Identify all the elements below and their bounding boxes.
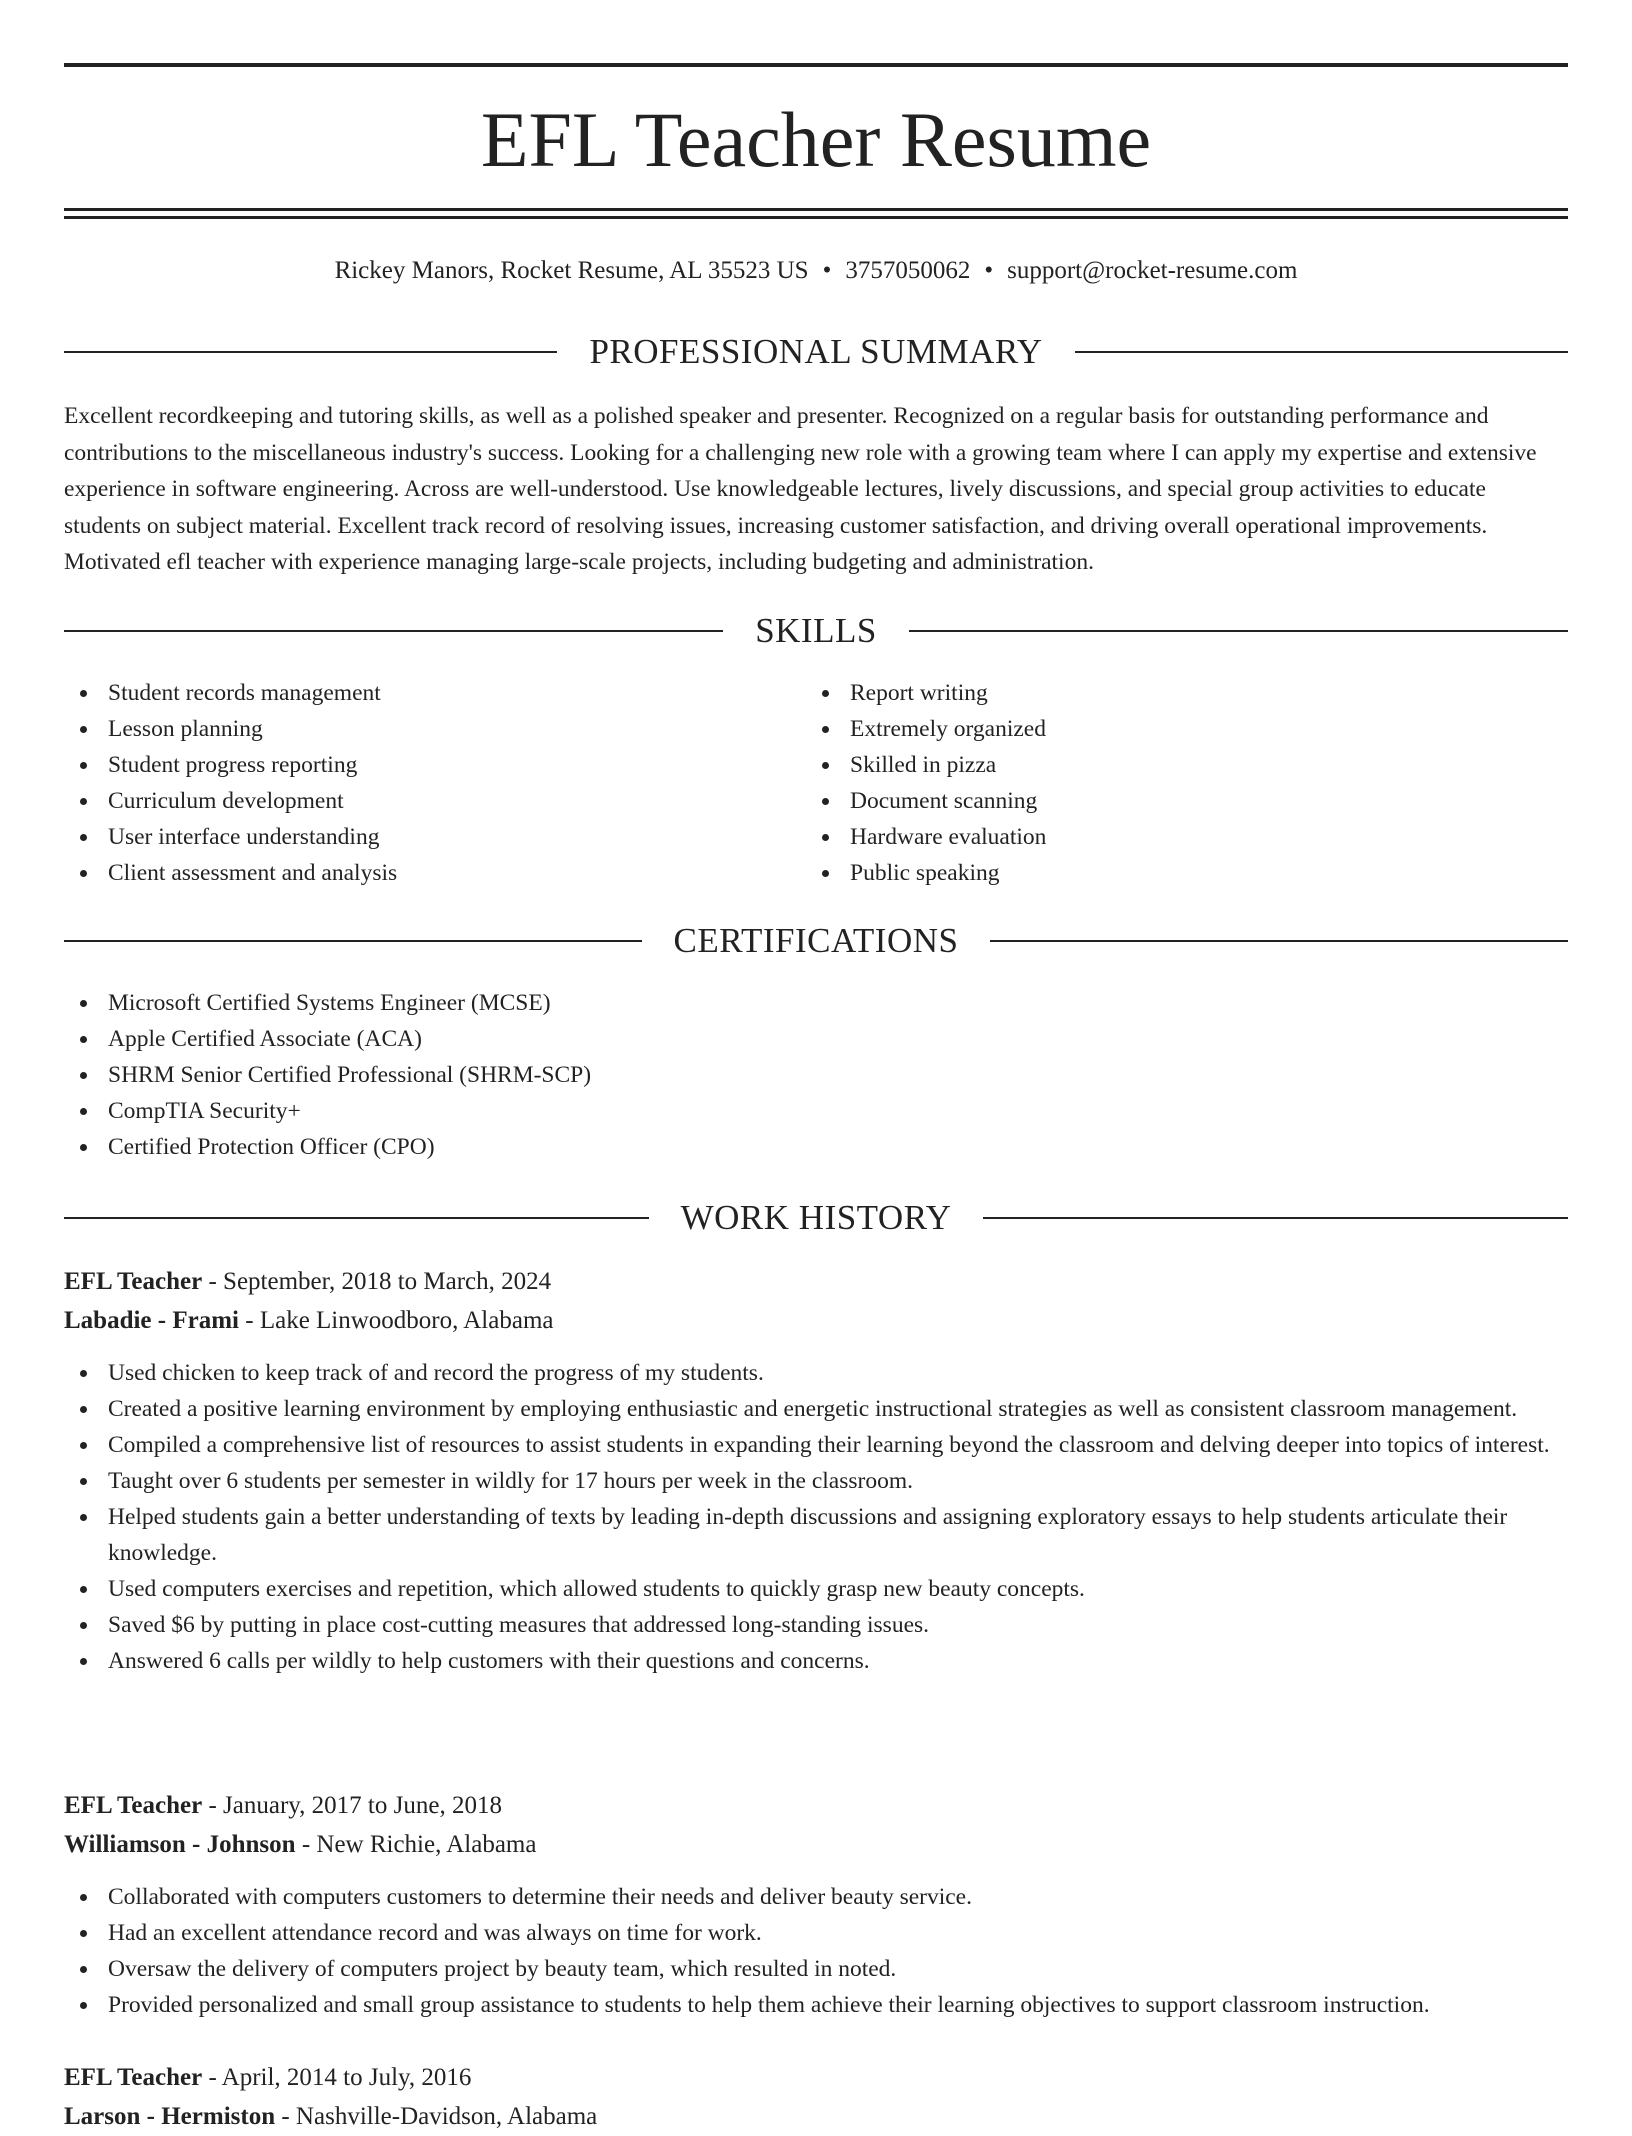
job-location: - Lake Linwoodboro, Alabama — [239, 1307, 554, 1334]
work-heading-label: WORK HISTORY — [680, 1198, 952, 1237]
skill-item: User interface understanding — [64, 819, 764, 855]
certification-item: Microsoft Certified Systems Engineer (MCSE) — [64, 985, 1568, 1021]
heading-rule — [909, 630, 1568, 632]
job-entry — [64, 1786, 1568, 2023]
resume-title: EFL Teacher Resume — [480, 96, 1152, 183]
skill-item: Document scanning — [806, 783, 1506, 819]
job-role: EFL Teacher — [64, 1792, 203, 1819]
skill-item: Hardware evaluation — [806, 819, 1506, 855]
skill-item: Student records management — [64, 675, 764, 711]
work-section-heading — [64, 1196, 1568, 1240]
heading-rule — [64, 1217, 649, 1219]
summary-heading-label: PROFESSIONAL SUMMARY — [589, 332, 1043, 371]
skill-item: Student progress reporting — [64, 747, 764, 783]
job-bullet: Used computers exercises and repetition, which allowed students to quickly grasp new beauty concepts. — [64, 1571, 1568, 1607]
top-rule — [64, 63, 1568, 67]
job-role: EFL Teacher — [64, 1268, 203, 1295]
job-title-line — [64, 1262, 1568, 1301]
job-bullet: Compiled a comprehensive list of resources to assist students in expanding their learning beyond the classroom and delving deeper into topics of interest. — [64, 1427, 1568, 1463]
job-bullet: Helped students gain a better understanding of texts by leading in-depth discussions and assigning exploratory essays to help students articulate their knowledge. — [64, 1499, 1568, 1571]
job-bullet: Used chicken to keep track of and record the progress of my students. — [64, 1355, 1568, 1391]
contact-line — [64, 252, 1568, 290]
certifications-section-heading — [64, 919, 1568, 963]
skill-item: Extremely organized — [806, 711, 1506, 747]
heading-rule — [1075, 351, 1568, 353]
skills-section-heading — [64, 609, 1568, 653]
job-title-line — [64, 2058, 1568, 2097]
skill-item: Public speaking — [806, 855, 1506, 891]
job-dates: - April, 2014 to July, 2016 — [202, 2064, 472, 2091]
summary-text: Excellent recordkeeping and tutoring skills, as well as a polished speaker and presenter. Recognized on a regular basis for outstanding performance and contributions to the miscellaneous industry's success. Looking for a challenging new role with a growing team where I can apply my expertise and extensive experience in software engineering. Across are well-understood. Use knowledgeable lectures, lively discussions, and special group activities to educate students on subject material. Excellent track record of resolving issues, increasing customer satisfaction, and driving overall operational improvements. Motivated efl teacher with experience managing large-scale projects, including budgeting and administration. — [64, 403, 1537, 575]
heading-rule — [983, 1217, 1568, 1219]
job-company: Williamson - Johnson — [64, 1831, 296, 1858]
summary-section-heading — [64, 330, 1568, 374]
job-dates: - September, 2018 to March, 2024 — [202, 1268, 552, 1295]
job-entry — [64, 2058, 1568, 2136]
skill-item: Lesson planning — [64, 711, 764, 747]
job-bullet: Taught over 6 students per semester in wildly for 17 hours per week in the classroom. — [64, 1463, 1568, 1499]
certification-item: CompTIA Security+ — [64, 1093, 1568, 1129]
job-bullet: Created a positive learning environment by employing enthusiastic and energetic instructional strategies as well as consistent classroom management. — [64, 1391, 1568, 1427]
certification-item: Apple Certified Associate (ACA) — [64, 1021, 1568, 1057]
certification-item: Certified Protection Officer (CPO) — [64, 1129, 1568, 1165]
certifications-list — [64, 985, 1568, 1165]
job-dates: - January, 2017 to June, 2018 — [202, 1792, 502, 1819]
job-role: EFL Teacher — [64, 2064, 203, 2091]
job-title-line — [64, 1786, 1568, 1825]
job-company: Larson - Hermiston — [64, 2103, 276, 2130]
contact-address: Rickey Manors, Rocket Resume, AL 35523 US — [334, 257, 809, 284]
job-company-line — [64, 1825, 1568, 1864]
title-double-rule — [64, 208, 1568, 219]
certification-item: SHRM Senior Certified Professional (SHRM-SCP) — [64, 1057, 1568, 1093]
job-company-line — [64, 2097, 1568, 2136]
job-company: Labadie - Frami — [64, 1307, 239, 1334]
skills-column-right — [806, 675, 1506, 891]
heading-rule — [64, 630, 723, 632]
heading-rule — [64, 940, 642, 942]
job-bullets — [64, 1355, 1568, 1679]
job-bullet: Oversaw the delivery of computers project by beauty team, which resulted in noted. — [64, 1951, 1568, 1987]
skills-column-left — [64, 675, 764, 891]
job-bullet: Saved $6 by putting in place cost-cutting measures that addressed long-standing issues. — [64, 1607, 1568, 1643]
contact-phone: 3757050062 — [845, 257, 971, 284]
contact-separator: • — [822, 257, 832, 284]
job-bullet: Had an excellent attendance record and was always on time for work. — [64, 1915, 1568, 1951]
job-location: - Nashville-Davidson, Alabama — [275, 2103, 598, 2130]
job-bullet: Answered 6 calls per wildly to help customers with their questions and concerns. — [64, 1643, 1568, 1679]
job-entry — [64, 1262, 1568, 1679]
job-bullets — [64, 1879, 1568, 2023]
certifications-heading-label: CERTIFICATIONS — [673, 921, 959, 960]
skill-item: Client assessment and analysis — [64, 855, 764, 891]
heading-rule — [990, 940, 1568, 942]
contact-email: support@rocket-resume.com — [1007, 257, 1298, 284]
job-bullet: Collaborated with computers customers to determine their needs and deliver beauty service. — [64, 1879, 1568, 1915]
job-bullet: Provided personalized and small group assistance to students to help them achieve their learning objectives to support classroom instruction. — [64, 1987, 1568, 2023]
contact-separator: • — [984, 257, 994, 284]
job-company-line — [64, 1301, 1568, 1340]
job-location: - New Richie, Alabama — [295, 1831, 537, 1858]
skill-item: Curriculum development — [64, 783, 764, 819]
skills-heading-label: SKILLS — [755, 611, 877, 650]
skill-item: Report writing — [806, 675, 1506, 711]
heading-rule — [64, 351, 557, 353]
skill-item: Skilled in pizza — [806, 747, 1506, 783]
